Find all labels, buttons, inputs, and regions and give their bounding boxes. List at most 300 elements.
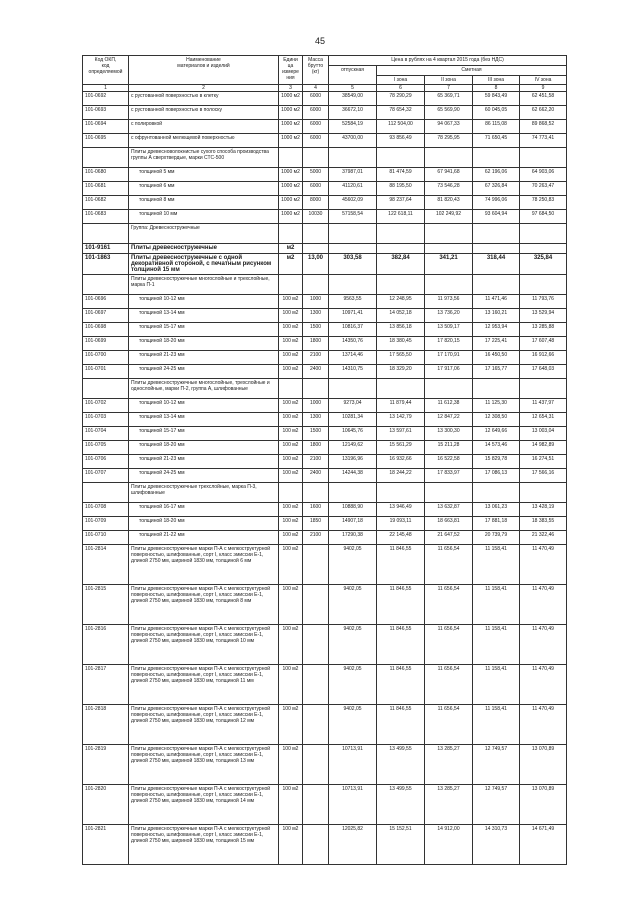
cell-empty	[279, 379, 303, 399]
cell-zone-3: 17 881,18	[473, 517, 520, 531]
cell-mass	[303, 745, 329, 785]
cell-zone-1: 11 846,55	[377, 705, 425, 745]
page-number: 45	[314, 36, 325, 46]
cell-unit: 100 м2	[279, 531, 303, 545]
table-row	[83, 517, 567, 531]
cell-empty	[520, 148, 567, 168]
cell-zone-3: 17 225,41	[473, 337, 520, 351]
cell-mass: 10030	[303, 210, 329, 224]
table-row	[83, 295, 567, 309]
cell-zone-4: 12 654,31	[520, 413, 567, 427]
table-group-heading-row	[83, 379, 567, 399]
cell-zone-2: 78 295,95	[425, 134, 473, 148]
cell-name: толщиной 24-25 мм	[129, 469, 279, 483]
cell-price: 9402,05	[329, 545, 377, 585]
cell-price: 36672,10	[329, 106, 377, 120]
cell-mass	[303, 705, 329, 745]
cell-zone-3: 11 158,41	[473, 705, 520, 745]
cell-price	[329, 244, 377, 254]
cell-zone-3: 11 158,41	[473, 585, 520, 625]
cell-zone-4: 64 903,06	[520, 168, 567, 182]
cell-zone-1: 11 846,55	[377, 665, 425, 705]
cell-empty	[520, 224, 567, 244]
cell-zone-4: 11 437,97	[520, 399, 567, 413]
cell-price: 43700,00	[329, 134, 377, 148]
table-row	[83, 309, 567, 323]
cell-mass: 1000	[303, 399, 329, 413]
cell-zone-1: 13 856,18	[377, 323, 425, 337]
table-row	[83, 168, 567, 182]
table-row	[83, 531, 567, 545]
cell-zone-1: 13 499,55	[377, 745, 425, 785]
col-number: 6	[377, 85, 425, 92]
cell-empty	[303, 379, 329, 399]
cell-price: 12025,82	[329, 825, 377, 865]
cell-zone-3: 11 158,41	[473, 545, 520, 585]
cell-unit: 100 м2	[279, 427, 303, 441]
cell-zone-4: 11 470,49	[520, 665, 567, 705]
table-row	[83, 503, 567, 517]
cell-empty	[473, 148, 520, 168]
cell-zone-2: 13 285,27	[425, 745, 473, 785]
cell-unit: 100 м2	[279, 745, 303, 785]
cell-zone-1: 81 474,59	[377, 168, 425, 182]
cell-mass: 1800	[303, 337, 329, 351]
cell-zone-2: 73 546,28	[425, 182, 473, 196]
cell-zone-4: 13 529,94	[520, 309, 567, 323]
cell-name: толщиной 13-14 мм	[129, 413, 279, 427]
cell-zone-4	[520, 244, 567, 254]
cell-mass: 6000	[303, 120, 329, 134]
cell-price: 14350,76	[329, 337, 377, 351]
table-row	[83, 399, 567, 413]
cell-mass: 2100	[303, 531, 329, 545]
cell-zone-4: 18 383,55	[520, 517, 567, 531]
table-row	[83, 825, 567, 865]
cell-zone-3: 11 158,41	[473, 665, 520, 705]
cell-price: 9402,05	[329, 585, 377, 625]
cell-mass: 6000	[303, 92, 329, 106]
cell-zone-3: 14 310,73	[473, 825, 520, 865]
cell-code: 101-2819	[83, 745, 129, 785]
cell-name: толщиной 21-22 мм	[129, 531, 279, 545]
cell-name: толщиной 13-14 мм	[129, 309, 279, 323]
table-row	[83, 785, 567, 825]
cell-code: 101-0681	[83, 182, 129, 196]
cell-code: 101-0707	[83, 469, 129, 483]
cell-zone-3	[473, 244, 520, 254]
cell-mass: 1500	[303, 427, 329, 441]
cell-code: 101-1863	[83, 254, 129, 275]
cell-empty	[279, 224, 303, 244]
table-row	[83, 585, 567, 625]
cell-zone-3: 62 196,06	[473, 168, 520, 182]
cell-empty	[303, 275, 329, 295]
cell-zone-3: 15 829,78	[473, 455, 520, 469]
cell-code: 101-0702	[83, 399, 129, 413]
cell-empty	[329, 224, 377, 244]
table-row	[83, 254, 567, 275]
cell-zone-3: 17 165,77	[473, 365, 520, 379]
cell-name: толщиной 18-20 мм	[129, 517, 279, 531]
cell-code: 101-2821	[83, 825, 129, 865]
cell-empty	[329, 275, 377, 295]
cell-code	[83, 148, 129, 168]
cell-price: 12149,62	[329, 441, 377, 455]
cell-price: 9563,55	[329, 295, 377, 309]
cell-mass	[303, 825, 329, 865]
cell-unit: 1000 м2	[279, 120, 303, 134]
cell-zone-1: 88 195,50	[377, 182, 425, 196]
cell-mass: 2100	[303, 455, 329, 469]
cell-code: 101-0697	[83, 309, 129, 323]
cell-code: 101-0692	[83, 92, 129, 106]
cell-code: 101-0698	[83, 323, 129, 337]
cell-unit: 100 м2	[279, 337, 303, 351]
cell-zone-2: 14 912,00	[425, 825, 473, 865]
col-number: 1	[83, 85, 129, 92]
cell-name: Плиты древесностружечные марки П-А с мелкоструктурной поверхностью, шлифованные, сорт I, класс эмиссии Е-1, длиной 2750 мм, шириной 1830 мм, толщиной 12 мм	[129, 705, 279, 745]
table-row	[83, 196, 567, 210]
cell-mass	[303, 785, 329, 825]
cell-empty	[329, 483, 377, 503]
cell-name: толщиной 24-25 мм	[129, 365, 279, 379]
cell-code: 101-0682	[83, 196, 129, 210]
table-group-heading-row	[83, 275, 567, 295]
cell-zone-3: 74 996,06	[473, 196, 520, 210]
cell-zone-1	[377, 244, 425, 254]
cell-zone-2: 13 632,87	[425, 503, 473, 517]
table-row	[83, 545, 567, 585]
cell-zone-1: 18 329,20	[377, 365, 425, 379]
table-row	[83, 427, 567, 441]
cell-code: 101-0700	[83, 351, 129, 365]
cell-zone-3: 11 125,30	[473, 399, 520, 413]
cell-zone-4: 17 566,16	[520, 469, 567, 483]
cell-code: 101-0683	[83, 210, 129, 224]
cell-zone-1: 382,84	[377, 254, 425, 275]
cell-zone-4: 11 470,49	[520, 545, 567, 585]
cell-code: 101-2820	[83, 785, 129, 825]
cell-price: 10645,76	[329, 427, 377, 441]
cell-unit: 100 м2	[279, 517, 303, 531]
cell-zone-3: 318,44	[473, 254, 520, 275]
cell-zone-3: 11 471,46	[473, 295, 520, 309]
cell-zone-2: 102 249,92	[425, 210, 473, 224]
cell-zone-2: 13 300,30	[425, 427, 473, 441]
cell-empty	[329, 379, 377, 399]
cell-zone-4: 16 912,66	[520, 351, 567, 365]
cell-code: 101-0695	[83, 134, 129, 148]
cell-mass: 1800	[303, 441, 329, 455]
cell-unit: 100 м2	[279, 825, 303, 865]
header-code: Код ОКП, код определяемой	[83, 56, 129, 85]
table-group-heading-row	[83, 483, 567, 503]
cell-code: 101-0693	[83, 106, 129, 120]
cell-unit: м2	[279, 254, 303, 275]
table-row	[83, 134, 567, 148]
cell-price: 13714,46	[329, 351, 377, 365]
cell-price: 10281,34	[329, 413, 377, 427]
cell-zone-4: 21 322,46	[520, 531, 567, 545]
cell-zone-1: 78 290,29	[377, 92, 425, 106]
cell-name: толщиной 15-17 мм	[129, 427, 279, 441]
cell-price: 13196,96	[329, 455, 377, 469]
cell-zone-4: 13 428,19	[520, 503, 567, 517]
cell-empty	[473, 224, 520, 244]
table-body	[83, 92, 567, 865]
cell-zone-4: 17 607,48	[520, 337, 567, 351]
cell-zone-3: 86 115,08	[473, 120, 520, 134]
cell-code	[83, 275, 129, 295]
cell-code: 101-0703	[83, 413, 129, 427]
table-header	[83, 56, 567, 92]
cell-code: 101-9161	[83, 244, 129, 254]
cell-zone-4: 11 470,49	[520, 705, 567, 745]
cell-zone-1: 18 380,45	[377, 337, 425, 351]
cell-empty	[473, 379, 520, 399]
cell-price: 10713,91	[329, 785, 377, 825]
cell-zone-1: 11 846,55	[377, 625, 425, 665]
cell-mass	[303, 665, 329, 705]
cell-zone-4: 62 451,58	[520, 92, 567, 106]
cell-zone-2: 11 973,56	[425, 295, 473, 309]
cell-empty	[377, 483, 425, 503]
cell-zone-2: 18 663,81	[425, 517, 473, 531]
cell-name: толщиной 10 мм	[129, 210, 279, 224]
cell-price: 9402,05	[329, 665, 377, 705]
cell-code: 101-0680	[83, 168, 129, 182]
header-zone-4: IV зона	[520, 76, 567, 85]
cell-zone-3: 12 953,94	[473, 323, 520, 337]
table-row	[83, 745, 567, 785]
cell-zone-2: 11 656,54	[425, 665, 473, 705]
table-group-heading-row	[83, 224, 567, 244]
cell-zone-1: 122 618,11	[377, 210, 425, 224]
cell-zone-2: 11 656,54	[425, 545, 473, 585]
cell-zone-4: 17 648,03	[520, 365, 567, 379]
cell-unit: 100 м2	[279, 441, 303, 455]
cell-unit: м2	[279, 244, 303, 254]
cell-zone-3: 12 749,57	[473, 785, 520, 825]
cell-zone-3: 16 450,50	[473, 351, 520, 365]
header-estimate: Сметная	[377, 66, 567, 76]
cell-empty	[425, 224, 473, 244]
cell-unit: 100 м2	[279, 399, 303, 413]
col-number: 9	[520, 85, 567, 92]
cell-name: Плиты древесностружечные марки П-А с мелкоструктурной поверхностью, шлифованные, сорт I, класс эмиссии Е-1, длиной 2750 мм, шириной 1830 мм, толщиной 14 мм	[129, 785, 279, 825]
price-table	[82, 55, 567, 865]
cell-zone-1: 13 597,61	[377, 427, 425, 441]
cell-zone-3: 71 650,45	[473, 134, 520, 148]
cell-zone-2: 17 820,15	[425, 337, 473, 351]
cell-empty	[377, 379, 425, 399]
cell-unit: 1000 м2	[279, 134, 303, 148]
cell-mass: 6000	[303, 182, 329, 196]
cell-unit: 1000 м2	[279, 210, 303, 224]
cell-zone-2: 11 656,54	[425, 705, 473, 745]
table-row	[83, 469, 567, 483]
cell-name: Плиты древесностружечные трехслойные, марка П-3, шлифованные	[129, 483, 279, 503]
cell-code: 101-0696	[83, 295, 129, 309]
cell-zone-4: 14 671,49	[520, 825, 567, 865]
cell-mass: 2400	[303, 365, 329, 379]
cell-mass: 1850	[303, 517, 329, 531]
cell-empty	[279, 148, 303, 168]
cell-zone-1: 12 248,95	[377, 295, 425, 309]
cell-name: с офрунтованной мелющевой поверхностью	[129, 134, 279, 148]
cell-name: Плиты древесностружечные с одной декоративной стороной, с печатным рисунком толщиной 15 мм	[129, 254, 279, 275]
cell-zone-1: 13 499,55	[377, 785, 425, 825]
cell-unit: 100 м2	[279, 585, 303, 625]
cell-name: толщиной 5 мм	[129, 168, 279, 182]
header-price-title: Цена в рублях на 4 квартал 2015 года (без НДС)	[329, 56, 567, 66]
cell-name: толщиной 10-12 мм	[129, 295, 279, 309]
header-zone-1: I зона	[377, 76, 425, 85]
cell-name: Группа: Древесностружечные	[129, 224, 279, 244]
cell-price: 57158,54	[329, 210, 377, 224]
cell-zone-4: 13 070,89	[520, 785, 567, 825]
cell-price: 41120,61	[329, 182, 377, 196]
cell-zone-1: 22 145,48	[377, 531, 425, 545]
cell-name: Плиты древесностружечные марки П-А с мелкоструктурной поверхностью, шлифованные, сорт I, класс эмиссии Е-1, длиной 2750 мм, шириной 1830 мм, толщиной 10 мм	[129, 625, 279, 665]
cell-name: Плиты древесностружечные многослойные, трехслойные и однослойные, марки П-2, группа А, шлифованные	[129, 379, 279, 399]
cell-zone-2: 13 736,20	[425, 309, 473, 323]
cell-price: 9273,04	[329, 399, 377, 413]
table-row	[83, 182, 567, 196]
cell-code: 101-2817	[83, 665, 129, 705]
cell-code: 101-2815	[83, 585, 129, 625]
cell-price: 9402,05	[329, 625, 377, 665]
cell-code: 101-0709	[83, 517, 129, 531]
cell-unit: 100 м2	[279, 785, 303, 825]
cell-code: 101-2818	[83, 705, 129, 745]
table-row	[83, 351, 567, 365]
cell-zone-4: 325,84	[520, 254, 567, 275]
cell-mass: 13,00	[303, 254, 329, 275]
cell-name: Плиты древесностружечные многослойные и трехслойные, марка П-1	[129, 275, 279, 295]
cell-zone-2: 67 941,68	[425, 168, 473, 182]
cell-zone-2: 11 656,54	[425, 625, 473, 665]
cell-zone-1: 11 879,44	[377, 399, 425, 413]
cell-zone-2: 13 285,27	[425, 785, 473, 825]
cell-unit: 1000 м2	[279, 182, 303, 196]
col-number: 4	[303, 85, 329, 92]
cell-zone-3: 14 573,46	[473, 441, 520, 455]
cell-zone-4: 11 793,76	[520, 295, 567, 309]
cell-zone-3: 17 086,13	[473, 469, 520, 483]
cell-zone-1: 11 846,55	[377, 545, 425, 585]
cell-zone-3: 20 739,79	[473, 531, 520, 545]
cell-price: 17290,38	[329, 531, 377, 545]
cell-name: толщиной 6 мм	[129, 182, 279, 196]
cell-zone-2: 15 211,28	[425, 441, 473, 455]
table-row	[83, 244, 567, 254]
col-number: 8	[473, 85, 520, 92]
header-zone-2: II зона	[425, 76, 473, 85]
cell-empty	[279, 483, 303, 503]
cell-empty	[520, 483, 567, 503]
cell-unit: 1000 м2	[279, 196, 303, 210]
table-row	[83, 92, 567, 106]
cell-unit: 100 м2	[279, 545, 303, 585]
cell-empty	[473, 275, 520, 295]
cell-code: 101-0705	[83, 441, 129, 455]
cell-code: 101-2816	[83, 625, 129, 665]
cell-zone-2: 17 917,06	[425, 365, 473, 379]
cell-code: 101-0694	[83, 120, 129, 134]
col-number: 3	[279, 85, 303, 92]
table-row	[83, 106, 567, 120]
cell-unit: 100 м2	[279, 503, 303, 517]
cell-unit: 100 м2	[279, 455, 303, 469]
cell-unit: 100 м2	[279, 295, 303, 309]
cell-zone-2: 17 170,91	[425, 351, 473, 365]
cell-zone-3: 93 604,94	[473, 210, 520, 224]
cell-empty	[303, 224, 329, 244]
cell-zone-4: 62 662,20	[520, 106, 567, 120]
cell-name: Плиты древесностружечные марки П-А с мелкоструктурной поверхностью, шлифованные, сорт I, класс эмиссии Е-1, длиной 2750 мм, шириной 1830 мм, толщиной 11 мм	[129, 665, 279, 705]
cell-zone-1: 78 654,32	[377, 106, 425, 120]
cell-name: Плиты древесностружечные марки П-А с мелкоструктурной поверхностью, шлифованные, сорт I, класс эмиссии Е-1, длиной 2750 мм, шириной 1830 мм, толщиной 6 мм	[129, 545, 279, 585]
col-number: 7	[425, 85, 473, 92]
cell-unit: 100 м2	[279, 365, 303, 379]
cell-mass: 6000	[303, 106, 329, 120]
cell-zone-1: 16 932,66	[377, 455, 425, 469]
cell-zone-4: 16 274,51	[520, 455, 567, 469]
table-row	[83, 455, 567, 469]
cell-zone-1: 13 142,79	[377, 413, 425, 427]
cell-mass	[303, 244, 329, 254]
cell-unit: 100 м2	[279, 705, 303, 745]
cell-name: толщиной 18-20 мм	[129, 337, 279, 351]
cell-zone-1: 18 244,22	[377, 469, 425, 483]
cell-unit: 100 м2	[279, 665, 303, 705]
table-row	[83, 323, 567, 337]
cell-zone-3: 12 649,66	[473, 427, 520, 441]
cell-zone-1: 13 946,49	[377, 503, 425, 517]
cell-empty	[520, 275, 567, 295]
table-row	[83, 441, 567, 455]
cell-zone-4: 78 250,83	[520, 196, 567, 210]
cell-code	[83, 483, 129, 503]
cell-code: 101-0706	[83, 455, 129, 469]
cell-price: 38549,00	[329, 92, 377, 106]
cell-zone-2: 12 847,22	[425, 413, 473, 427]
cell-zone-4: 74 773,41	[520, 134, 567, 148]
col-number: 2	[129, 85, 279, 92]
cell-zone-2: 65 569,90	[425, 106, 473, 120]
cell-price: 37987,01	[329, 168, 377, 182]
cell-unit: 100 м2	[279, 625, 303, 665]
header-mass: Масса брутто (кг)	[303, 56, 329, 85]
cell-name: с рустованной поверхностью в полоску	[129, 106, 279, 120]
header-zone-3: III зона	[473, 76, 520, 85]
cell-unit: 1000 м2	[279, 92, 303, 106]
cell-zone-4: 11 470,49	[520, 585, 567, 625]
cell-price: 14244,38	[329, 469, 377, 483]
cell-zone-3: 11 158,41	[473, 625, 520, 665]
cell-zone-2: 17 833,97	[425, 469, 473, 483]
cell-empty	[377, 148, 425, 168]
cell-empty	[425, 483, 473, 503]
cell-zone-1: 17 565,50	[377, 351, 425, 365]
cell-zone-1: 11 846,55	[377, 585, 425, 625]
cell-zone-3: 13 160,21	[473, 309, 520, 323]
cell-zone-4: 97 684,50	[520, 210, 567, 224]
cell-mass: 2400	[303, 469, 329, 483]
cell-empty	[425, 379, 473, 399]
